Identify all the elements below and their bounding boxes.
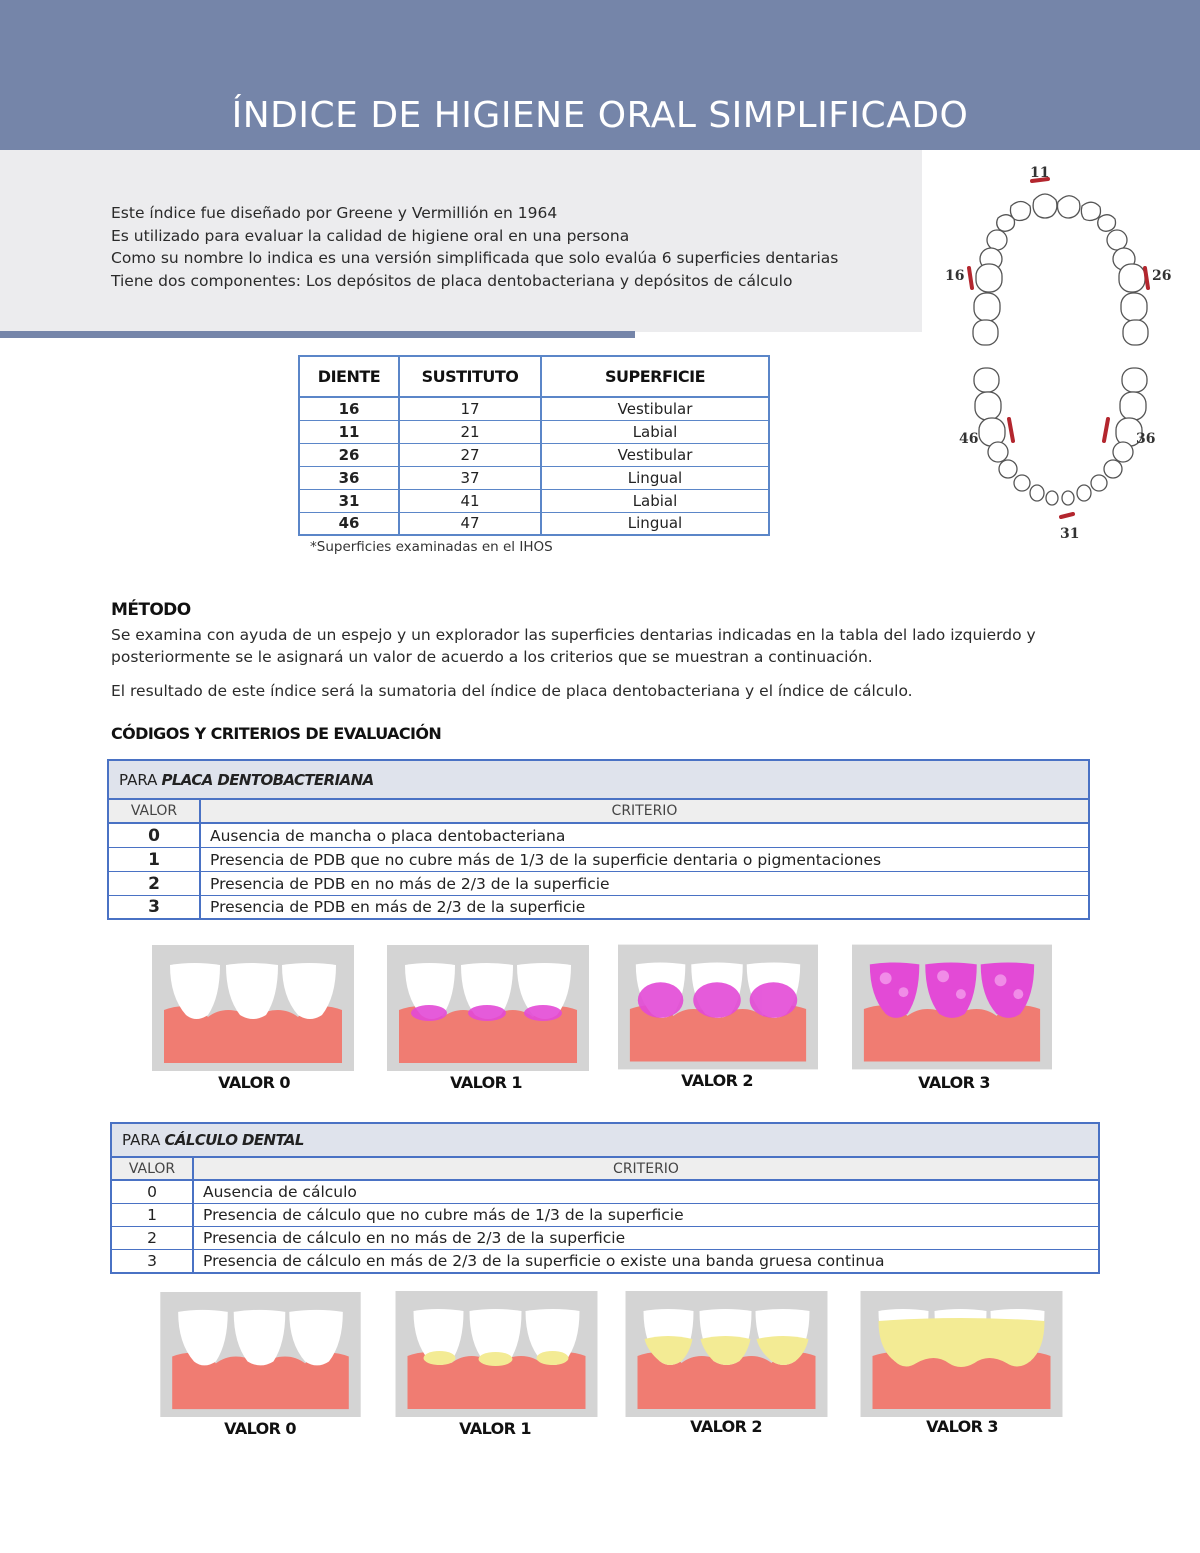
cell-superficie: Lingual [541,512,769,535]
cell-sustituto: 37 [399,466,541,489]
intro-box [0,150,922,332]
calculus-criteria-table [110,1122,1100,1274]
tooth-label-16: 16 [945,268,965,284]
table-row [112,1181,1098,1204]
dental-arch-diagram [940,160,1180,545]
cell-valor: 1 [112,1204,194,1226]
cell-superficie: Vestibular [541,443,769,466]
cell-valor: 1 [109,848,201,871]
col-header-criterio: CRITERIO [611,803,678,819]
method-paragraph-2: El resultado de este índice será la sumatoria del índice de placa dentobacteriana y el índice de cálculo. [111,682,913,700]
table-row [299,420,769,443]
tooth-label-31: 31 [1060,526,1080,542]
calculus-illustration-3 [859,1291,1064,1417]
col-header-criterio: CRITERIO [613,1160,679,1177]
intro-line: Este índice fue diseñado por Greene y Vermillión en 1964 [111,204,558,222]
plaque-caption-0: VALOR 0 [218,1073,290,1092]
teeth-table [298,355,770,536]
calculus-illustration-2 [624,1291,829,1417]
page-title: ÍNDICE DE HIGIENE ORAL SIMPLIFICADO [231,95,969,136]
cell-valor: 0 [109,824,201,847]
cell-criterio: Presencia de PDB en más de 2/3 de la superficie [210,898,586,916]
table-row [112,1250,1098,1272]
table-row [109,896,1088,918]
cell-criterio: Presencia de cálculo en no más de 2/3 de la superficie [203,1229,626,1247]
table-row [299,466,769,489]
tooth-label-36: 36 [1136,431,1156,447]
cell-sustituto: 21 [399,420,541,443]
cell-criterio: Presencia de cálculo en más de 2/3 de la superficie o existe una banda gruesa continua [203,1252,885,1270]
plaque-table-name: PLACA DENTOBACTERIANA [161,770,374,789]
cell-sustituto: 41 [399,489,541,512]
cell-diente: 46 [299,512,399,535]
cell-sustituto: 17 [399,397,541,420]
method-paragraph-1: Se examina con ayuda de un espejo y un explorador las superficies dentarias indicadas en la tabla del lado izquierdo y posteriormente se le asignará un valor de acuerdo a los criterios que se muestran a continuación. [111,626,1036,666]
calculus-caption-3: VALOR 3 [926,1417,998,1436]
plaque-caption-3: VALOR 3 [918,1073,990,1092]
col-header-sustituto: SUSTITUTO [399,356,541,397]
table-row [299,397,769,420]
cell-sustituto: 47 [399,512,541,535]
tooth-label-46: 46 [959,431,979,447]
cell-valor: 0 [112,1181,194,1203]
table-row [109,872,1088,896]
table-row [109,824,1088,848]
calculus-illustration-0 [158,1292,363,1417]
cell-superficie: Vestibular [541,397,769,420]
cell-criterio: Ausencia de cálculo [203,1183,357,1201]
calculus-table-prefix: PARA [122,1131,161,1149]
plaque-illustration-2 [618,944,818,1070]
calculus-caption-2: VALOR 2 [690,1417,762,1436]
tooth-label-26: 26 [1152,268,1172,284]
cell-superficie: Lingual [541,466,769,489]
cell-criterio: Presencia de PDB que no cubre más de 1/3 de la superficie dentaria o pigmentaciones [210,850,882,869]
intro-accent-bar [0,331,635,338]
header-banner [0,0,1200,150]
col-header-diente: DIENTE [299,356,399,397]
plaque-criteria-table [107,759,1090,920]
intro-line: Es utilizado para evaluar la calidad de higiene oral en una persona [111,227,630,245]
table-row [299,443,769,466]
cell-diente: 26 [299,443,399,466]
cell-sustituto: 27 [399,443,541,466]
table-row [112,1204,1098,1227]
intro-line: Como su nombre lo indica es una versión simplificada que solo evalúa 6 superficies dentarias [111,249,839,267]
tooth-label-11: 11 [1030,165,1050,181]
cell-criterio: Presencia de cálculo que no cubre más de 1/3 de la superficie [203,1206,684,1224]
cell-superficie: Labial [541,489,769,512]
col-header-valor: VALOR [112,1158,194,1179]
col-header-valor: VALOR [109,800,201,822]
plaque-illustration-1 [387,945,589,1071]
plaque-illustration-3 [852,944,1052,1070]
calculus-illustration-1 [394,1291,599,1417]
cell-diente: 36 [299,466,399,489]
plaque-table-prefix: PARA [119,770,158,789]
calculus-table-name: CÁLCULO DENTAL [164,1131,304,1149]
cell-valor: 3 [112,1250,194,1272]
plaque-illustration-0 [152,945,354,1071]
calculus-caption-0: VALOR 0 [224,1419,296,1438]
plaque-caption-1: VALOR 1 [450,1073,522,1092]
cell-criterio: Ausencia de mancha o placa dentobacteriana [210,826,566,845]
table-row [112,1227,1098,1250]
table-row [109,848,1088,872]
table-row [299,512,769,535]
cell-diente: 31 [299,489,399,512]
intro-line: Tiene dos componentes: Los depósitos de placa dentobacteriana y depósitos de cálculo [111,272,793,290]
plaque-caption-2: VALOR 2 [681,1071,753,1090]
cell-valor: 3 [109,896,201,918]
cell-valor: 2 [112,1227,194,1249]
method-title: MÉTODO [111,600,191,620]
cell-superficie: Labial [541,420,769,443]
cell-diente: 16 [299,397,399,420]
cell-valor: 2 [109,872,201,895]
col-header-superficie: SUPERFICIE [541,356,769,397]
table-row [299,489,769,512]
table-note: *Superficies examinadas en el IHOS [310,539,553,555]
codes-title: CÓDIGOS Y CRITERIOS DE EVALUACIÓN [111,724,442,743]
cell-criterio: Presencia de PDB en no más de 2/3 de la superficie [210,874,610,893]
cell-diente: 11 [299,420,399,443]
calculus-caption-1: VALOR 1 [459,1419,531,1438]
